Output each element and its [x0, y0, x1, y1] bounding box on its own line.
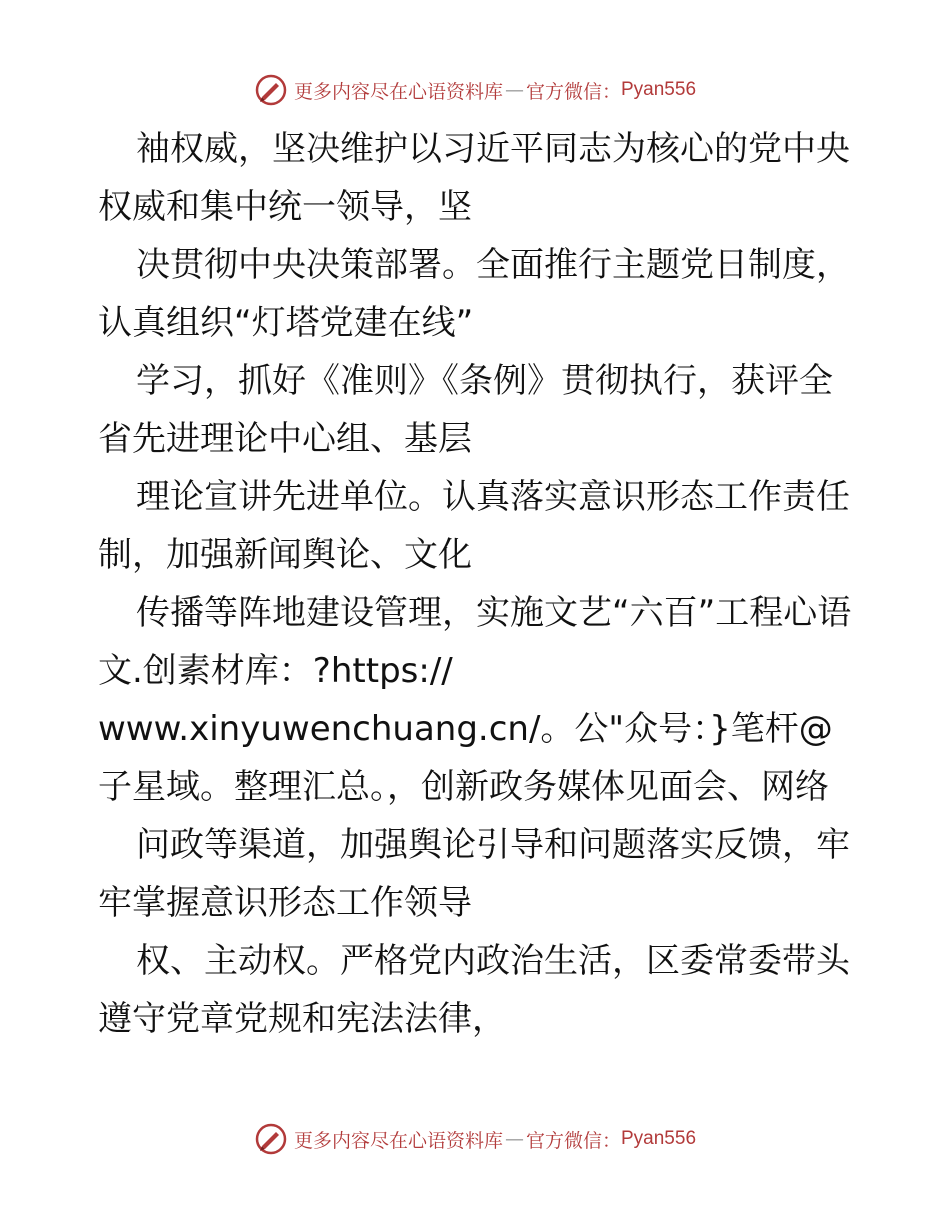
paragraph: 理论宣讲先进单位。认真落实意识形态工作责任制，加强新闻舆论、文化 — [98, 477, 850, 575]
banner-contact-id: Pyan556 — [621, 79, 697, 100]
banner-text: 更多内容尽在心语资料库 — [293, 80, 503, 103]
pen-logo-icon — [254, 73, 288, 107]
paragraph: 传播等阵地建设管理，实施文艺“六百”工程心语文.创素材库：?https:// — [98, 593, 852, 691]
banner-contact-label: 官方微信： — [525, 1129, 621, 1152]
paragraph: www.xinyuwenchuang.cn/。公"众号：}笔杆@子星域。整理汇总。，创新政务媒体见面会、网络 — [98, 709, 833, 807]
banner-separator: — — [504, 79, 524, 101]
paragraph: 问政等渠道，加强舆论引导和问题落实反馈，牢牢掌握意识形态工作领导 — [98, 825, 850, 923]
footer-banner — [0, 1119, 950, 1159]
pen-logo-icon — [254, 1122, 288, 1156]
header-banner — [0, 70, 950, 110]
paragraph: 权、主动权。严格党内政治生活，区委常委带头遵守党章党规和宪法法律， — [98, 941, 850, 1039]
document-body — [98, 120, 858, 1048]
banner-contact-label: 官方微信： — [525, 80, 621, 103]
banner-separator: — — [504, 1128, 524, 1150]
paragraph: 决贯彻中央决策部署。全面推行主题党日制度，认真组织“灯塔党建在线” — [98, 245, 850, 343]
banner-contact-id: Pyan556 — [621, 1128, 697, 1149]
banner-text: 更多内容尽在心语资料库 — [293, 1129, 503, 1152]
paragraph: 学习，抓好《准则》《条例》贯彻执行，获评全省先进理论中心组、基层 — [98, 361, 833, 459]
paragraph: 袖权威，坚决维护以习近平同志为核心的党中央权威和集中统一领导，坚 — [98, 129, 850, 227]
